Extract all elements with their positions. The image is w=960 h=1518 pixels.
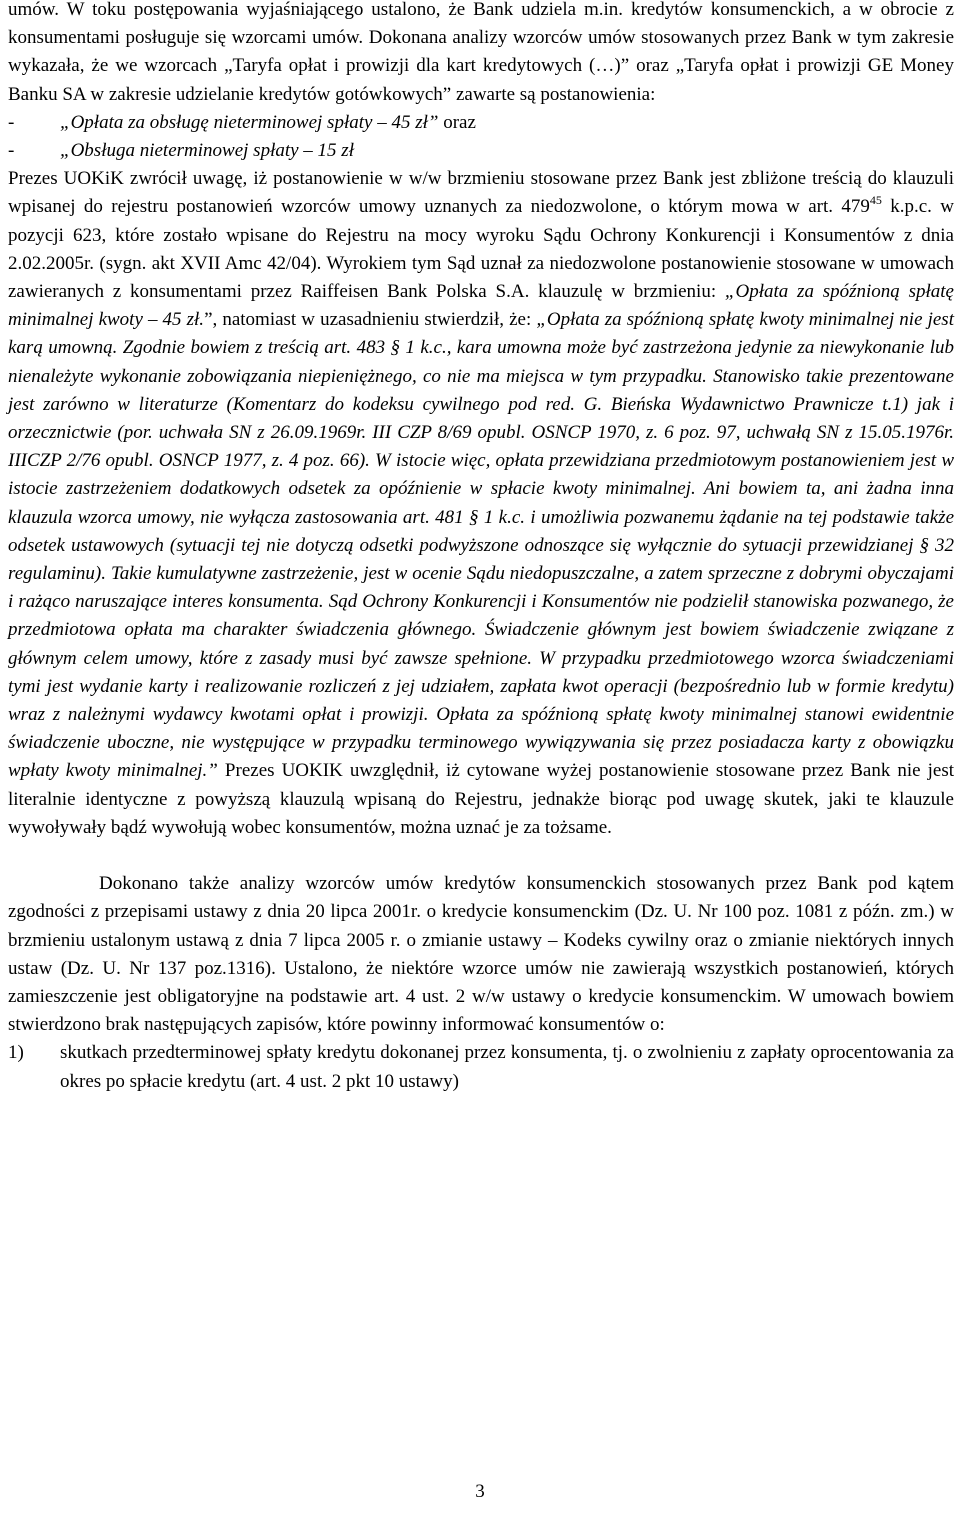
quoted-clause-2 bbox=[8, 137, 954, 165]
analysis-text: ”, natomiast w uzasadnieniu stwierdził, że: bbox=[204, 309, 537, 331]
paragraph-intro-text: umów. W toku postępowania wyjaśniającego ustalono, że Bank udziela m.in. kredytów konsumenckich, a w obrocie z konsumentami posługuje się wzorcami umów. Dokonana analizy wzorców umów stosowanych przez Bank w tym zakresie wykazała, że we wzorcach „Taryfa opłat i prowizji dla kart kredytowych (…)” oraz „Taryfa opłat i prowizji GE Money Banku SA w zakresie udzielanie kredytów gotówkowych” zawarte są postanowienia: bbox=[8, 0, 954, 105]
list-dash: - bbox=[8, 140, 15, 162]
list-item-text: skutkach przedterminowej spłaty kredytu dokonanej przez konsumenta, tj. o zwolnieniu z zapłaty oprocentowania za okres po spłacie kredytu (art. 4 ust. 2 pkt 10 ustawy) bbox=[60, 1042, 954, 1092]
quote-close: ” bbox=[427, 111, 439, 133]
paragraph-intro bbox=[8, 0, 954, 109]
quote-open: „ bbox=[60, 140, 71, 162]
paragraph-credit-text: Dokonano także analizy wzorców umów kredytów konsumenckich stosowanych przez Bank pod kątem zgodności z przepisami ustawy z dnia 20 lipca 2001r. o kredycie konsumenckim (Dz. U. Nr 100 poz. 1081 z późn. zm.) w brzmieniu ustalonym ustawą z dnia 7 lipca 2005 r. o zmianie ustawy – Kodeks cywilny oraz o zmianie niektórych innych ustaw (Dz. U. Nr 137 poz.1316). Ustalono, że niektóre wzorce umów nie zawierają wszystkich postanowień, których zamieszczenie jest obligatoryjne na podstawie art. 4 ust. 2 w/w ustawy o kredycie konsumenckim. W umowach bowiem stwierdzono brak następujących zapisów, które powinny informować konsumentów o: bbox=[8, 873, 954, 1036]
list-number: 1) bbox=[8, 1042, 24, 1064]
paragraph-uokik-analysis bbox=[8, 165, 954, 842]
quote-open: „ bbox=[60, 111, 71, 133]
list-item bbox=[8, 1039, 954, 1095]
analysis-text: Prezes UOKIK uwzględnił, iż cytowane wyżej postanowienie stosowane przez Bank nie jest literalnie identyczne z powyższą klauzulą wpisaną do Rejestru, jednakże biorąc pod uwagę skutek, jaki te klauzule wywoływały bądź wywołują wobec konsumentów, można uznać je za tożsame. bbox=[8, 760, 954, 838]
analysis-text: Prezes UOKiK zwrócił uwagę, iż postanowienie w w/w brzmieniu stosowane przez Bank jest zbliżone treścią do klauzuli wpisanej do rejestru postanowień wzorców umowy uznanych za niedozwolone, o którym mowa w art. 479 bbox=[8, 168, 954, 218]
clause-text: Obsługa nieterminowej spłaty – 15 zł bbox=[70, 140, 354, 162]
clause-text: Opłata za obsługę nieterminowej spłaty – 45 zł bbox=[70, 111, 428, 133]
quoted-clause-1 bbox=[8, 109, 954, 137]
clause-tail: oraz bbox=[438, 111, 476, 133]
analysis-text: k.p.c. w pozycji 623, które zostało wpisane do Rejestru na mocy wyroku Sądu Ochrony Konkurencji i Konsumentów z dnia 2.02.2005r. (sygn. akt XVII Amc 42/04). Wyrokiem tym Sąd uznał za niedozwolone postanowienie stosowane w umowach zawieranych z konsumentami przez Raiffeisen Bank Polska S.A. klauzulę w brzmieniu: bbox=[8, 196, 954, 303]
list-dash: - bbox=[8, 111, 15, 133]
court-quote-italic: „Opłata za spóźnioną spłatę kwoty minimalnej nie jest karą umowną. Zgodnie bowiem z treścią art. 483 § 1 k.c., kara umowna może być zastrzeżona jedynie za niewykonanie lub nienależyte wykonanie zobowiązania niepieniężnego, co nie ma miejsca w tym przypadku. Stanowisko takie prezentowane jest zarówno w literaturze (Komentarz do kodeksu cywilnego pod red. G. Bieńska Wydawnictwo Prawnicze t.1) jak i orzecznictwie (por. uchwała SN z 26.09.1969r. III CZP 8/69 opubl. OSNCP 1970, z. 6 poz. 97, uchwałą SN z 15.05.1976r. IIICZP 2/76 opubl. OSNCP 1977, z. 4 poz. 66). W istocie więc, opłata przewidziana przedmiotowym postanowieniem jest w istocie zastrzeżeniem dodatkowych odsetek za opóźnienie w spłacie kwoty minimalnej. Ani bowiem ta, ani żadna inna klauzula wzorca umowy, nie wyłącza zastosowania art. 481 § 1 k.c. i umożliwia pozwanemu żądanie na tej podstawie także odsetek ustawowych (sytuacji tej nie dotyczą odsetki podwyższone odnoszące się wyłącznie do sytuacji przewidzianej § 32 regulaminu). Takie kumulatywne zastrzeżenie, jest w ocenie Sądu niedopuszczalne, a zatem sprzeczne z dobrymi obyczajami i rażąco naruszające interes konsumenta. Sąd Ochrony Konkurencji i Konsumentów nie podzielił stanowiska pozwanego, że przedmiotowa opłata ma charakter świadczenia głównego. Świadczenie głównym jest bowiem świadczenie związane z głównym celem umowy, które z zasady musi być zawsze spełnione. W przypadku przedmiotowego wzorca świadczeniami tymi jest wydanie karty i realizowanie rozliczeń z jej udziałem, zapłata kwot operacji (bezpośrednio lub w formie kredytu) wraz z należnymi wydawcy kwotami opłat i prowizji. Opłata za spóźnioną spłatę kwoty minimalnej stanowi ewidentnie świadczenie uboczne, nie występujące w przypadku terminowego wywiązywania się przez posiadacza karty z obowiązku wpłaty kwoty minimalnej.” bbox=[8, 309, 954, 782]
quoted-clause-italic: „Opłata za spóźnioną spłatę minimalnej kwoty – 45 zł. bbox=[8, 281, 954, 331]
article-superscript: 45 bbox=[869, 193, 882, 208]
page-number: 3 bbox=[475, 1481, 485, 1502]
document-page bbox=[8, 0, 954, 1518]
paragraph-credit-analysis bbox=[8, 870, 954, 1039]
